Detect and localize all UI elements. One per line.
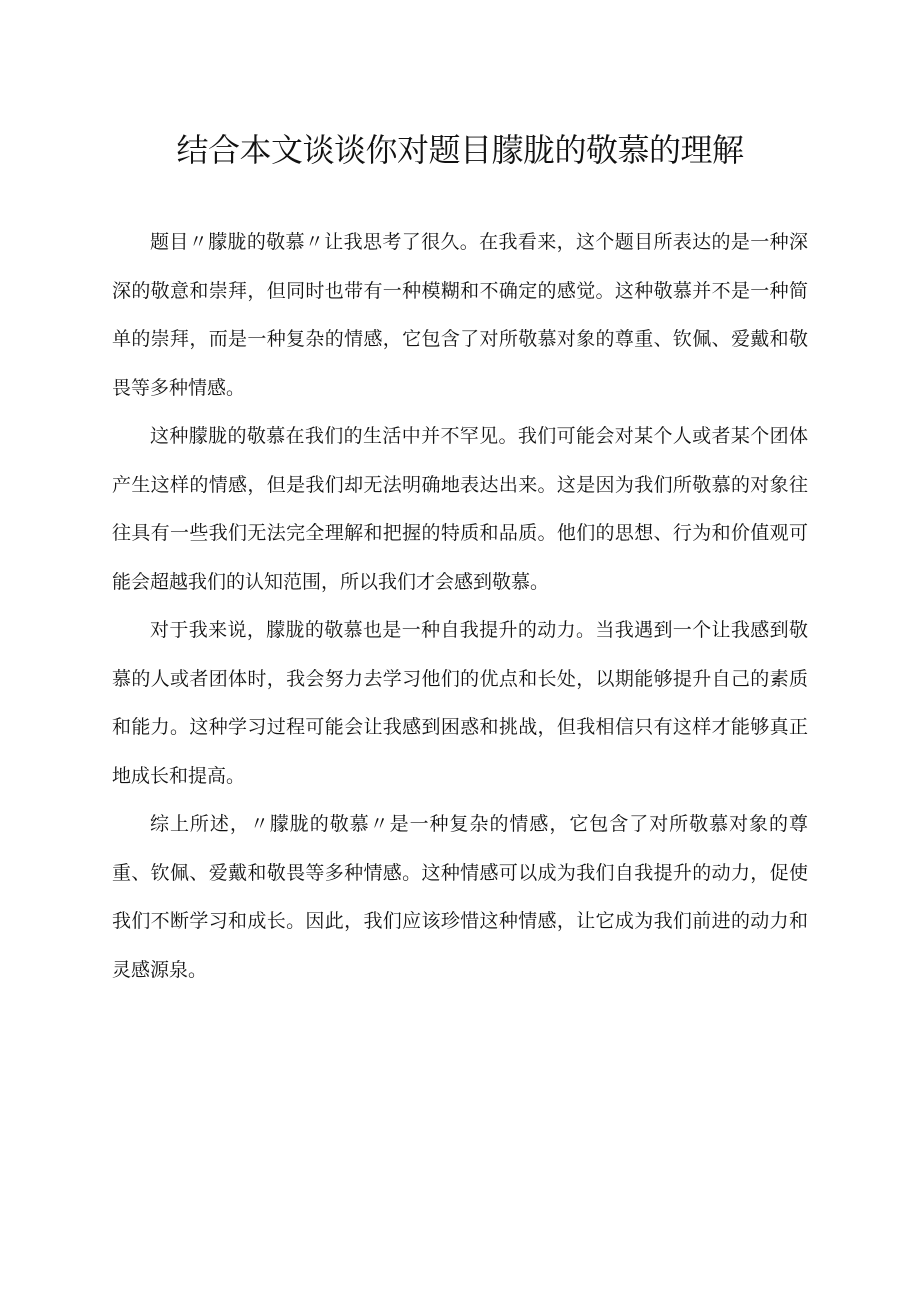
document-title: 结合本文谈谈你对题目朦胧的敬慕的理解 [176, 131, 744, 169]
paragraph-3: 对于我来说，朦胧的敬慕也是一种自我提升的动力。当我遇到一个让我感到敬慕的人或者团体时，我会努力去学习他们的优点和长处，以期能够提升自己的素质和能力。这种学习过程可能会让我感到困惑和挑战，但我相信只有这样才能够真正地成长和提高。 [112, 619, 808, 787]
paragraph-1: 题目〃朦胧的敬慕〃让我思考了很久。在我看来，这个题目所表达的是一种深深的敬意和崇拜，但同时也带有一种模糊和不确定的感觉。这种敬慕并不是一种简单的崇拜，而是一种复杂的情感，它包含了对所敬慕对象的尊重、钦佩、爱戴和敬畏等多种情感。 [112, 231, 808, 399]
paragraph-4: 综上所述，〃朦胧的敬慕〃是一种复杂的情感，它包含了对所敬慕对象的尊重、钦佩、爱戴和敬畏等多种情感。这种情感可以成为我们自我提升的动力，促使我们不断学习和成长。因此，我们应该珍惜这种情感，让它成为我们前进的动力和灵感源泉。 [112, 813, 808, 981]
document-body [112, 218, 808, 994]
paragraph-2: 这种朦胧的敬慕在我们的生活中并不罕见。我们可能会对某个人或者某个团体产生这样的情感，但是我们却无法明确地表达出来。这是因为我们所敬慕的对象往往具有一些我们无法完全理解和把握的特质和品质。他们的思想、行为和价值观可能会超越我们的认知范围，所以我们才会感到敬慕。 [112, 425, 808, 593]
